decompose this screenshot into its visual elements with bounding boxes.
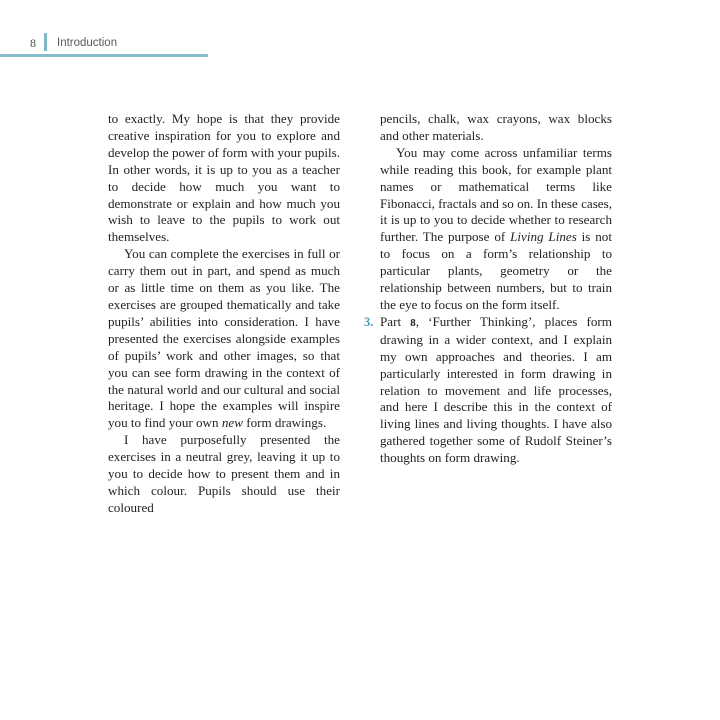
header-rule <box>0 54 208 57</box>
paragraph <box>108 246 340 432</box>
paragraph <box>380 145 612 314</box>
text-run: You can complete the exercises in full or carry them out in part, and spend as much or as little time on them as you like. The exercises are grouped thematically and take pupils’ abilities into consideration. I have presented the exercises alongside examples of pupils’ work and other images, so that you can see form drawing in the context of the natural world and our cultural and social heritage. I hope the examples will inspire you to find your own <box>108 246 340 431</box>
text-run: , ‘Further Thinking’, places form drawing in a wider context, and I explain my own approaches and theories. I am particularly interested in form drawing in relation to movement and life processes, and here I describe this in the context of living lines and living thoughts. I have also gathered together some of Rudolf Steiner’s thoughts on form drawing. <box>380 313 612 466</box>
left-column <box>108 111 340 517</box>
paragraph: pencils, chalk, wax crayons, wax blocks and other materials. <box>380 111 612 143</box>
running-header <box>0 0 230 64</box>
page-number: 8 <box>30 36 36 50</box>
text-run: is not to focus on a form’s relationship to particular plants, geometry or the relationship between numbers, but to train the eye to focus on the form itself. <box>380 229 612 312</box>
section-title: Introduction <box>57 37 118 49</box>
text-run: Part <box>380 313 411 329</box>
list-item <box>364 313 612 467</box>
paragraph: to exactly. My hope is that they provide creative inspiration for you to explore and develop the power of form with your pupils. In other words, it is up to you as a teacher to decide how much you want to demonstrate or explain and how much you wish to leave to the pupils to work out themselves. <box>108 111 341 245</box>
right-column <box>364 111 612 467</box>
paragraph: I have purposefully presented the exercises in a neutral grey, leaving it up to you to decide how to present them and in which colour. Pupils should use their coloured <box>108 432 340 515</box>
text-run: form drawings. <box>242 415 327 431</box>
header-divider <box>44 33 47 51</box>
text-run: You may come across unfamiliar terms while reading this book, for example plant names or mathematical terms like Fibonacci, fractals and so on. In these cases, it is up to you to decide whether to research further. The purpose of <box>380 144 612 245</box>
emphasis: new <box>221 415 243 431</box>
part-number: 8 <box>410 316 416 329</box>
book-title: Living Lines <box>510 229 577 245</box>
list-number: 3. <box>364 314 374 329</box>
